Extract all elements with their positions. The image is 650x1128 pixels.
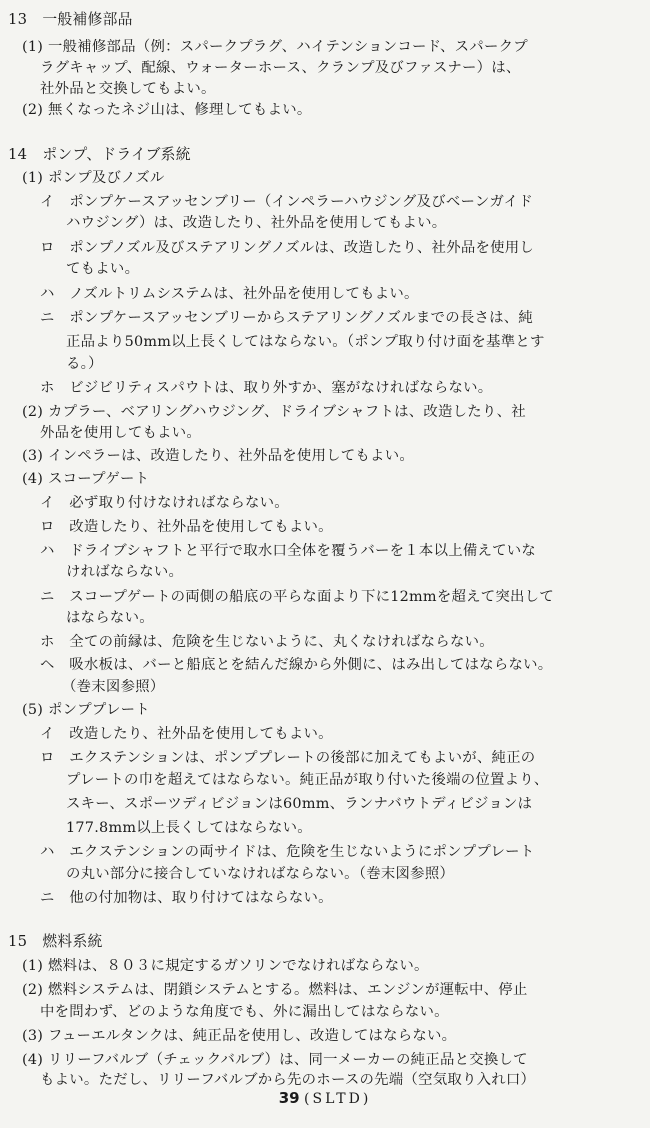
item-14-5-i: イ 改造したり、社外品を使用してもよい。 [40,726,333,742]
item-14-1-ni-cont: る。） [66,356,103,372]
item-13-2: (2) 無くなったネジ山は、修理してもよい。 [22,102,312,118]
item-14-1-i-cont: ハウジング）は、改造したり、社外品を使用してもよい。 [66,215,447,231]
item-14-5-ha-cont: の丸い部分に接合していなければならない。（巻末図参照） [66,866,455,882]
item-15-1: (1) 燃料は、８０３に規定するガソリンでなければならない。 [22,958,429,974]
document-code: (SLTD) [304,1091,372,1107]
item-15-2-cont: 中を問わず、どのような角度でも、外に漏出してはならない。 [40,1004,449,1020]
item-13-1: (1) 一般補修部品（例：スパークプラグ、ハイテンションコード、スパークプ [22,39,528,55]
item-14-5-ro-cont: 177.8mm以上長くしてはならない。 [66,820,312,836]
page-number: 39 [278,1089,300,1107]
section-heading-15: 15 燃料系統 [8,933,103,950]
item-14-5-ro-cont: プレートの巾を超えてはならない。純正品が取り付いた後端の位置より、 [66,772,549,788]
section-heading-14: 14 ポンプ、ドライブ系統 [8,146,191,163]
item-14-4-i: イ 必ず取り付けなければならない。 [40,495,289,511]
item-14-5-ro: ロ エクステンションは、ポンププレートの後部に加えてもよいが、純正の [40,750,536,766]
item-14-4-ro: ロ 改造したり、社外品を使用してもよい。 [40,519,333,535]
item-14-1-ni-cont: 正品より50mm以上長くしてはならない。（ポンプ取り付け面を基準とす [66,334,545,350]
item-14-2-cont: 外品を使用してもよい。 [40,425,202,441]
item-14-4-ho: ホ 全ての前縁は、危険を生じないように、丸くなければならない。 [40,634,494,650]
item-13-1-cont: 社外品と交換してもよい。 [40,81,216,97]
item-14-4-he-cont: （巻末図参照） [62,679,165,695]
item-14-3: (3) インペラーは、改造したり、社外品を使用してもよい。 [22,448,414,464]
item-14-1-ro: ロ ポンプノズル及びステアリングノズルは、改造したり、社外品を使用し [40,240,535,256]
item-15-4: (4) リリーフバルブ（チェックバルブ）は、同一メーカーの純正品と交換して [22,1052,528,1068]
item-14-4-ni: ニ スコープゲートの両側の船底の平らな面より下に12mmを超えて突出して [40,589,554,605]
item-14-5-ro-cont: スキー、スポーツディビジョンは60mm、ランナバウトディビジョンは [66,796,533,812]
section-heading-13: 13 一般補修部品 [8,11,133,28]
item-14-4: (4) スコープゲート [22,471,150,487]
item-15-3: (3) フューエルタンクは、純正品を使用し、改造してはならない。 [22,1028,457,1044]
item-14-5-ha: ハ エクステンションの両サイドは、危険を生じないようにポンププレート [40,844,535,860]
item-14-1-ro-cont: てもよい。 [66,261,140,277]
item-14-5: (5) ポンププレート [22,702,150,718]
item-14-5-ni: ニ 他の付加物は、取り付けてはならない。 [40,890,333,906]
item-14-4-ha: ハ ドライブシャフトと平行で取水口全体を覆うバーを１本以上備えていな [40,543,537,559]
item-15-4-cont: もよい。ただし、リリーフバルブから先のホースの先端（空気取り入れ口） [40,1072,536,1088]
item-13-1-cont: ラグキャップ、配線、ウォーターホース、クランプ及びファスナー）は、 [40,60,521,76]
page-footer [0,1088,650,1109]
item-14-2: (2) カプラー、ベアリングハウジング、ドライブシャフトは、改造したり、社 [22,404,526,420]
item-14-1-ho: ホ ビジビリティスパウトは、取り外すか、塞がなければならない。 [40,380,493,396]
item-15-2: (2) 燃料システムは、閉鎖システムとする。燃料は、エンジンが運転中、停止 [22,982,528,998]
item-14-1-i: イ ポンプケースアッセンブリー（インペラーハウジング及びベーンガイド [40,194,533,210]
item-14-1-ha: ハ ノズルトリムシステムは、社外品を使用してもよい。 [40,286,419,302]
item-14-4-he: ヘ 吸水板は、バーと船底とを結んだ線から外側に、はみ出してはならない。 [40,657,553,673]
item-14-1: (1) ポンプ及びノズル [22,170,165,186]
item-14-1-ni: ニ ポンプケースアッセンブリーからステアリングノズルまでの長さは、純 [40,310,534,326]
item-14-4-ni-cont: はならない。 [66,610,154,626]
item-14-4-ha-cont: ければならない。 [66,564,184,580]
